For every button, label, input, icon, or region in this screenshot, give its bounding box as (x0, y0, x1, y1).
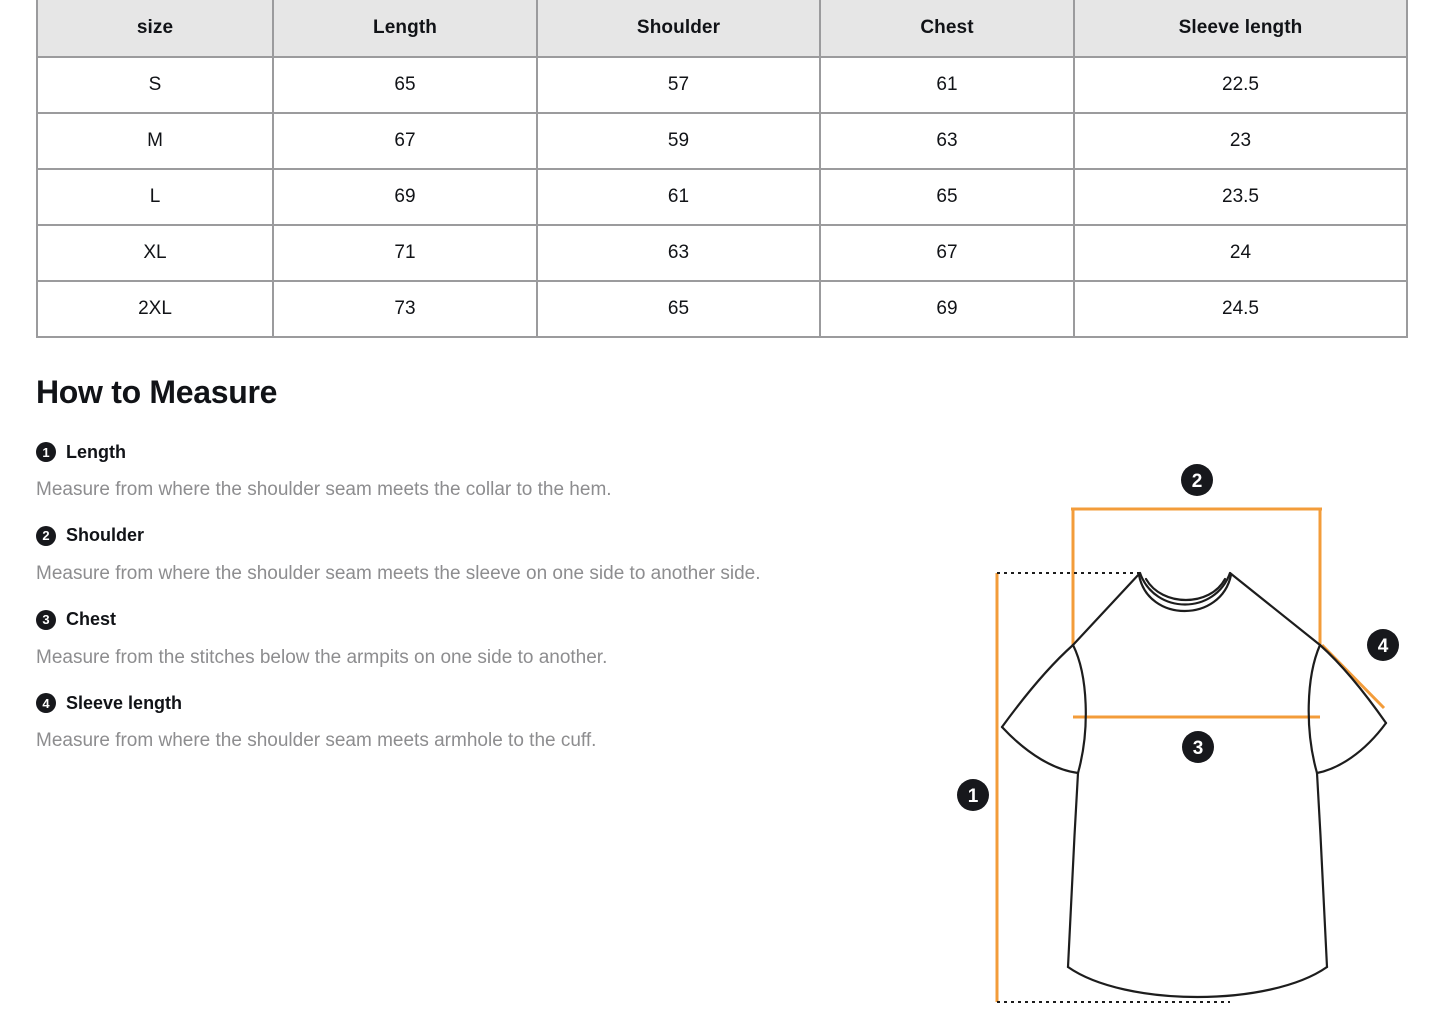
measure-item-label: Sleeve length (66, 692, 183, 713)
table-row (37, 281, 1407, 337)
measure-item-label: Chest (66, 609, 117, 629)
table-row (37, 225, 1407, 281)
measure-item-chest (36, 606, 916, 670)
measure-item-heading (36, 606, 916, 634)
cell-size: XL (37, 225, 273, 281)
cell-shoulder: 65 (537, 281, 820, 337)
diagram-marker-2 (1181, 464, 1213, 496)
cell-shoulder: 59 (537, 113, 820, 169)
measure-item-description: Measure from where the shoulder seam meets the collar to the hem. (36, 479, 612, 500)
cell-chest: 65 (820, 169, 1074, 225)
how-to-measure-title: How to Measure (36, 374, 278, 410)
cell-sleeve-length: 22.5 (1074, 57, 1407, 113)
cell-shoulder: 61 (537, 169, 820, 225)
number-badge-3-icon: 3 (36, 610, 56, 630)
measure-item-label: Length (66, 441, 126, 462)
measure-item-description: Measure from where the shoulder seam meets armhole to the cuff. (36, 730, 597, 752)
number-badge-2-icon: 2 (36, 526, 56, 546)
tshirt-measurement-diagram (940, 455, 1420, 1025)
column-header-length: Length (273, 0, 537, 57)
diagram-marker-2-label: 2 (1191, 471, 1203, 492)
number-badge-1-icon: 1 (36, 442, 56, 462)
cell-size: 2XL (37, 281, 273, 337)
measure-item-description: Measure from where the shoulder seam meets the sleeve on one side to another side. (36, 562, 761, 584)
cell-length: 71 (273, 225, 537, 281)
column-header-size: size (37, 0, 273, 57)
diagram-marker-4 (1367, 629, 1399, 661)
measure-item-label: Shoulder (66, 525, 145, 546)
cell-size: S (37, 57, 273, 113)
tshirt-outline (1002, 573, 1386, 997)
cell-sleeve-length: 23.5 (1074, 169, 1407, 225)
diagram-marker-1 (957, 779, 989, 811)
column-header-shoulder: Shoulder (537, 0, 820, 57)
column-header-sleeve-length: Sleeve length (1074, 0, 1407, 57)
diagram-marker-3-label: 3 (1192, 738, 1204, 759)
cell-length: 65 (273, 57, 537, 113)
cell-length: 67 (273, 113, 537, 169)
cell-size: L (37, 169, 273, 225)
diagram-marker-4-label: 4 (1377, 636, 1389, 657)
table-row (37, 169, 1407, 225)
table-header-row (37, 0, 1407, 57)
measure-item-heading (36, 522, 916, 550)
cell-chest: 61 (820, 57, 1074, 113)
cell-chest: 67 (820, 225, 1074, 281)
cell-sleeve-length: 24.5 (1074, 281, 1407, 337)
size-chart-table-wrapper (36, 0, 1406, 338)
cell-sleeve-length: 24 (1074, 225, 1407, 281)
measure-item-shoulder (36, 522, 916, 586)
table-row (37, 113, 1407, 169)
column-header-chest: Chest (820, 0, 1074, 57)
cell-length: 73 (273, 281, 537, 337)
guide-length-line (997, 573, 1230, 1002)
how-to-measure-list (36, 438, 916, 773)
guide-shoulder-bracket (1071, 508, 1322, 645)
size-chart-table (36, 0, 1408, 338)
measure-item-description: Measure from the stitches below the armpits on one side to another. (36, 646, 608, 668)
cell-shoulder: 63 (537, 225, 820, 281)
cell-size: M (37, 113, 273, 169)
cell-length: 69 (273, 169, 537, 225)
cell-chest: 69 (820, 281, 1074, 337)
cell-shoulder: 57 (537, 57, 820, 113)
cell-chest: 63 (820, 113, 1074, 169)
diagram-marker-1-label: 1 (967, 786, 979, 807)
number-badge-4-icon: 4 (36, 693, 56, 713)
measure-item-heading (36, 689, 916, 717)
measure-item-sleeve-length (36, 689, 916, 753)
measure-item-length (36, 438, 916, 502)
table-row (37, 57, 1407, 113)
cell-sleeve-length: 23 (1074, 113, 1407, 169)
diagram-marker-3 (1182, 731, 1214, 763)
measure-item-heading (36, 438, 916, 466)
